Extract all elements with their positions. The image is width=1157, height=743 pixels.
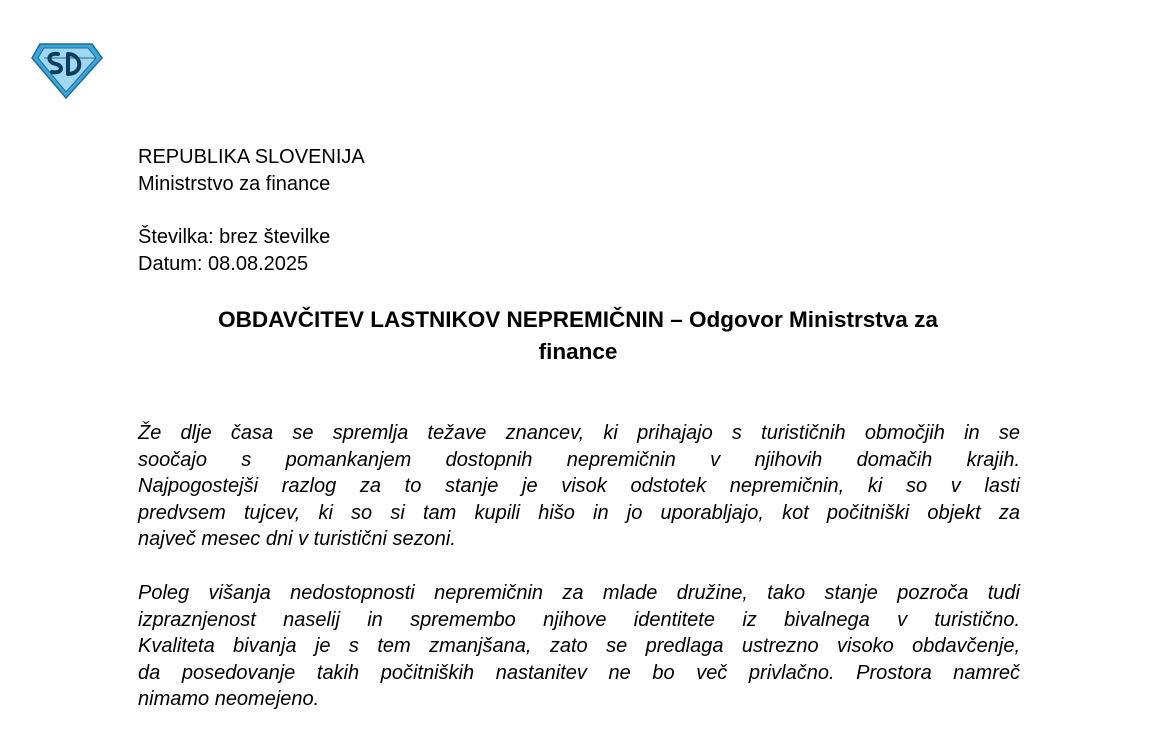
paragraph-line: da posedovanje takih počitniških nastanitev ne bo več privlačno. Prostora namreč: [138, 661, 1020, 684]
ministry-name: Ministrstvo za finance: [138, 173, 331, 195]
sender-block: [138, 144, 365, 198]
country-name: REPUBLIKA SLOVENIJA: [138, 146, 365, 168]
paragraph-line: največ mesec dni v turistični sezoni.: [138, 528, 456, 550]
diamond-logo-icon: [30, 40, 104, 100]
title-line-1: OBDAVČITEV LASTNIKOV NEPREMIČNIN – Odgovor Ministrstva za: [218, 307, 938, 332]
document-number: Številka: brez številke: [138, 226, 331, 248]
paragraph-line: predvsem tujcev, ki so si tam kupili hišo in jo uporabljajo, kot počitniški objekt za: [138, 501, 1020, 524]
document-date: Datum: 08.08.2025: [138, 253, 309, 275]
paragraph-2: [138, 580, 1020, 713]
paragraph-line: soočajo s pomankanjem dostopnih nepremičnin v njihovih domačih krajih.: [138, 448, 1020, 471]
paragraph-line: nimamo neomejeno.: [138, 688, 320, 710]
sd-logo: [30, 40, 104, 100]
document-title: [128, 304, 1028, 368]
title-line-2: finance: [538, 339, 618, 364]
paragraph-1: [138, 420, 1020, 553]
paragraph-line: izpraznjenost naselij in spremembo njihove identitete iz bivalnega v turistično.: [138, 608, 1020, 631]
paragraph-line: Najpogostejši razlog za to stanje je visok odstotek nepremičnin, ki so v lasti: [138, 475, 1020, 497]
paragraph-line: Že dlje časa se spremlja težave znancev, ki prihajajo s turističnih območjih in se: [138, 422, 1020, 444]
paragraph-line: Kvaliteta bivanja je s tem zmanjšana, zato se predlaga ustrezno visoko obdavčenje,: [138, 635, 1020, 657]
document-meta: [138, 224, 330, 278]
paragraph-line: Poleg višanja nedostopnosti nepremičnin za mlade družine, tako stanje pozroča tudi: [138, 582, 1020, 604]
